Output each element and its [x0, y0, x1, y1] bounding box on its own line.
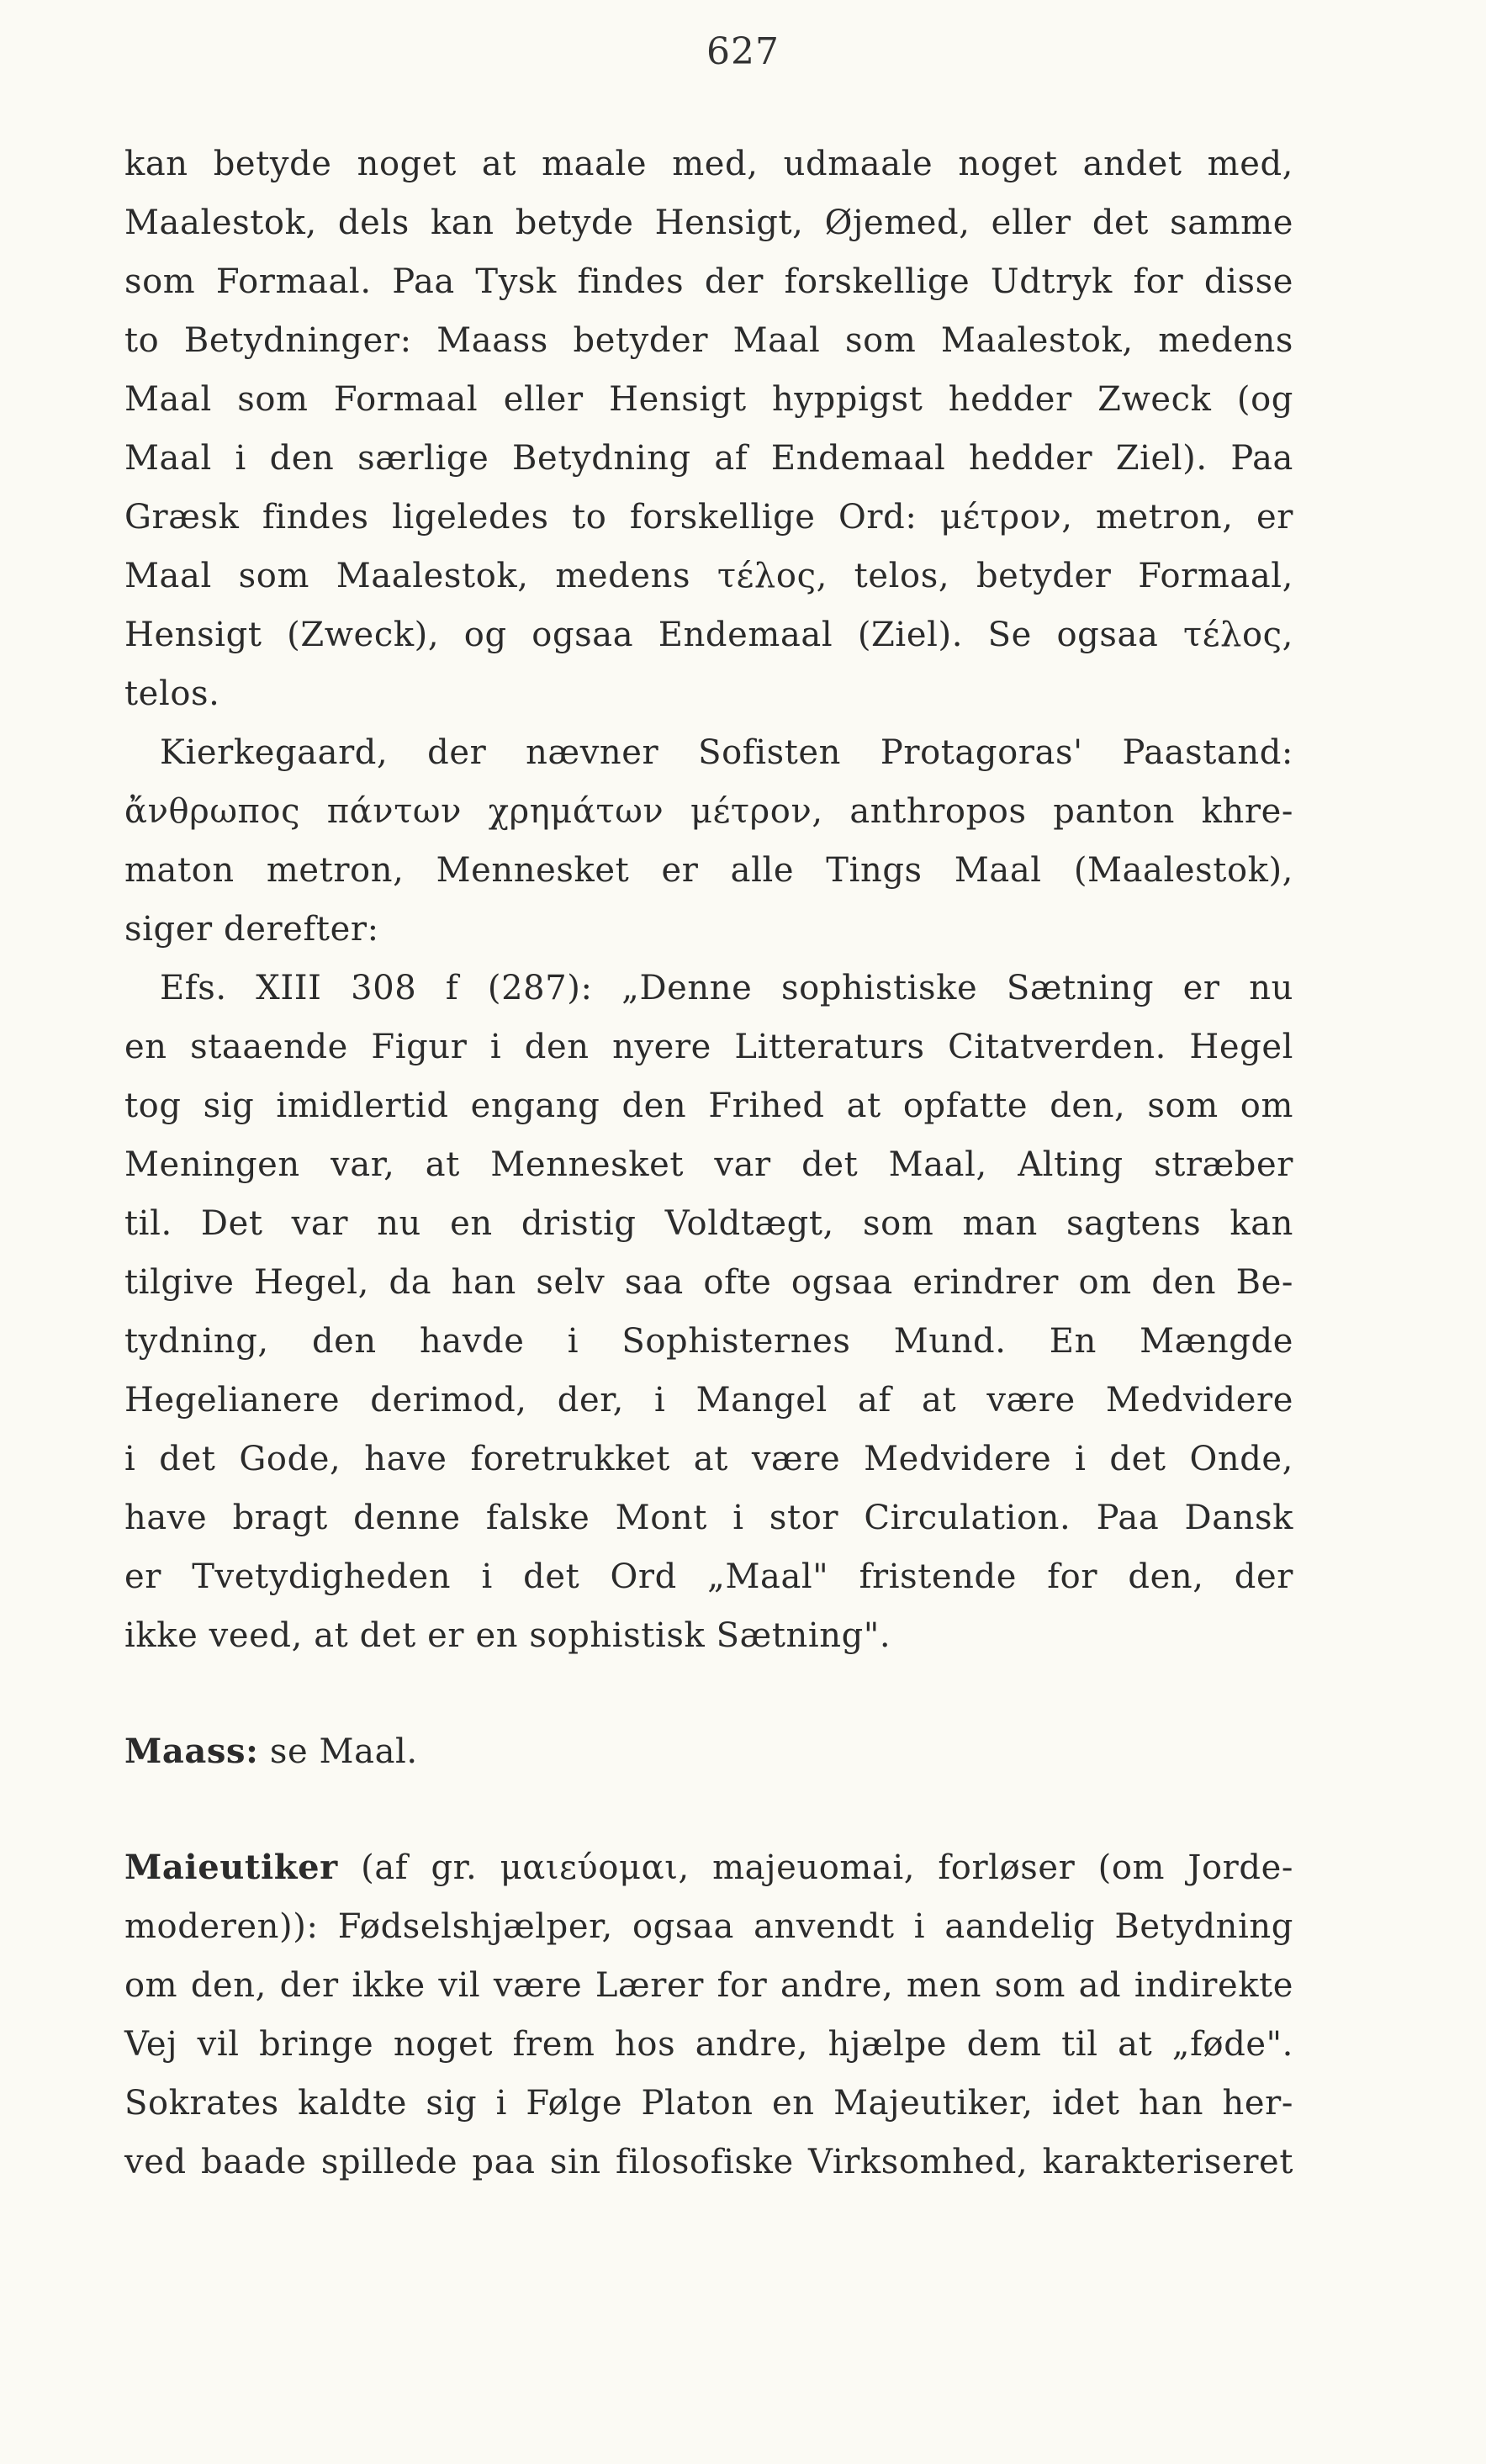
- headword: Maieutiker: [124, 1848, 338, 1887]
- quote-line: i det Gode, have foretrukket at være Medvidere i det Onde,: [124, 1440, 1293, 1478]
- text-line: kan betyde noget at maale med, udmaale noget andet med,: [124, 145, 1293, 183]
- text-line: Hensigt (Zweck), og ogsaa Endemaal (Ziel). Se ogsaa τέλος,: [124, 616, 1293, 654]
- text-line: Maal som Maalestok, medens τέλος, telos, betyder Formaal,: [124, 557, 1293, 595]
- headword: Maass:: [124, 1732, 259, 1771]
- text-line: Maal i den særlige Betydning af Endemaal hedder Ziel). Paa: [124, 439, 1293, 478]
- quote-line: Meningen var, at Mennesket var det Maal, Alting stræber: [124, 1145, 1293, 1184]
- text-line: to Betydninger: Maass betyder Maal som Maalestok, medens: [124, 321, 1293, 360]
- text-line: Sokrates kaldte sig i Følge Platon en Majeutiker, idet han her-: [124, 2084, 1293, 2123]
- entry-text: (af gr. μαιεύομαι, majeuomai, forløser (om Jorde-: [337, 1848, 1293, 1887]
- text-line: telos.: [124, 674, 220, 713]
- quote-line: er Tvetydigheden i det Ord „Maal" fristende for den, der: [124, 1557, 1293, 1596]
- page-number: 627: [706, 30, 780, 73]
- text-line: moderen)): Fødselshjælper, ogsaa anvendt i aandelig Betydning: [124, 1907, 1293, 1946]
- paragraph-maal-continuation: [124, 135, 1293, 2192]
- entry-spacer: [124, 1781, 1293, 1838]
- text-line: Kierkegaard, der nævner Sofisten Protagoras' Paastand:: [160, 733, 1293, 772]
- text-line: Vej vil bringe noget frem hos andre, hjælpe dem til at „føde".: [124, 2025, 1293, 2064]
- text-line: siger derefter:: [124, 910, 379, 949]
- text-line: Græsk findes ligeledes to forskellige Ord: μέτρον, metron, er: [124, 498, 1293, 537]
- quote-line: Hegelianere derimod, der, i Mangel af at være Medvidere: [124, 1381, 1293, 1420]
- text-line: maton metron, Mennesket er alle Tings Maal (Maalestok),: [124, 851, 1293, 890]
- quote-line: en staaende Figur i den nyere Litteraturs Citatverden. Hegel: [124, 1028, 1293, 1066]
- quote-line: tilgive Hegel, da han selv saa ofte ogsaa erindrer om den Be-: [124, 1263, 1293, 1302]
- quote-line: have bragt denne falske Mont i stor Circulation. Paa Dansk: [124, 1499, 1293, 1537]
- entry-maass: [124, 1722, 1293, 1781]
- quote-line: ikke veed, at det er en sophistisk Sætning".: [124, 1616, 891, 1655]
- entry-text: se Maal.: [258, 1732, 418, 1771]
- entry-maieutiker-first-line: [124, 1838, 1293, 1897]
- text-line: ved baade spillede paa sin filosofiske Virksomhed, karakteriseret: [124, 2143, 1293, 2181]
- text-line: Maalestok, dels kan betyde Hensigt, Øjemed, eller det samme: [124, 204, 1293, 242]
- entry-spacer: [124, 1665, 1293, 1722]
- quote-line: Efs. XIII 308 f (287): „Denne sophistiske Sætning er nu: [160, 969, 1293, 1007]
- quote-line: tydning, den havde i Sophisternes Mund. En Mængde: [124, 1322, 1293, 1361]
- text-line: om den, der ikke vil være Lærer for andre, men som ad indirekte: [124, 1966, 1293, 2005]
- text-line: som Formaal. Paa Tysk findes der forskellige Udtryk for disse: [124, 262, 1293, 301]
- text-line: Maal som Formaal eller Hensigt hyppigst hedder Zweck (og: [124, 380, 1293, 419]
- quote-line: til. Det var nu en dristig Voldtægt, som man sagtens kan: [124, 1204, 1293, 1243]
- quote-line: tog sig imidlertid engang den Frihed at opfatte den, som om: [124, 1087, 1293, 1125]
- text-line: ἄνθρωπος πάντων χρημάτων μέτρον, anthropos panton khre-: [124, 792, 1293, 831]
